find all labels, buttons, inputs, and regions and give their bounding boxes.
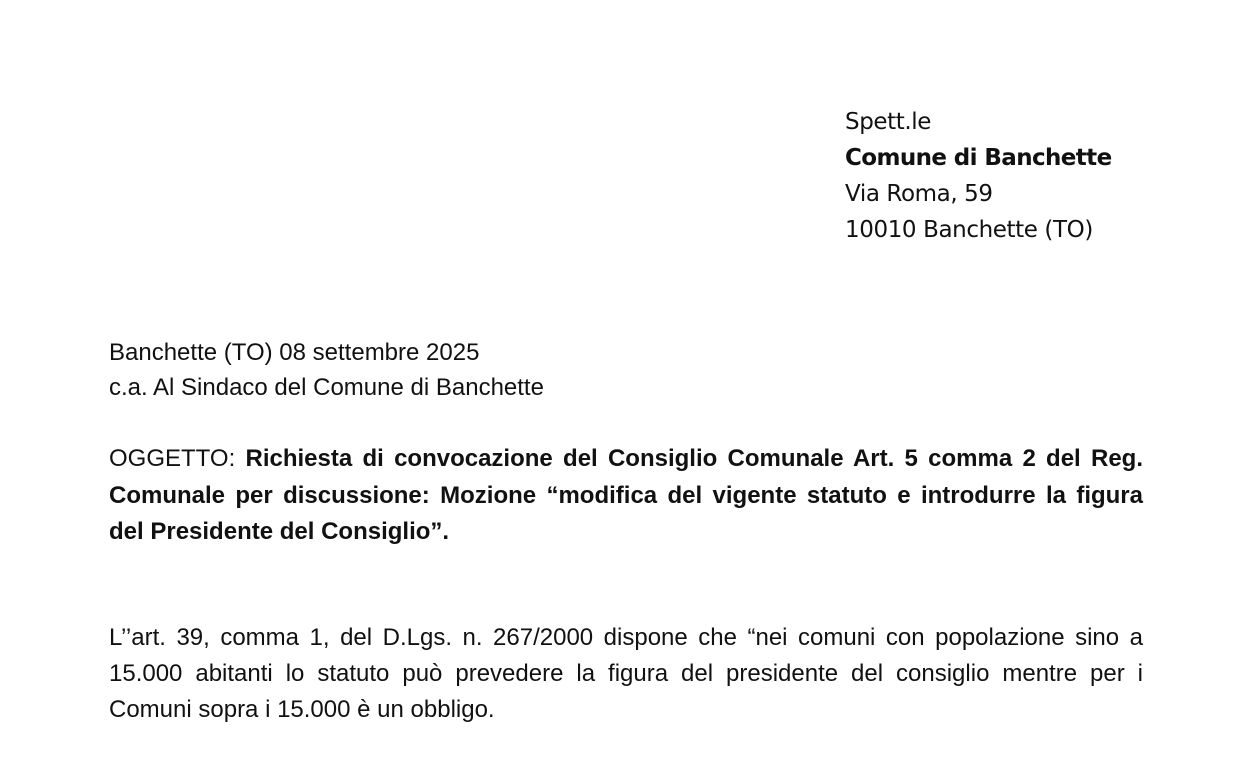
letter-header [109,335,1143,405]
subject-paragraph [109,441,1143,551]
place-date: Banchette (TO) 08 settembre 2025 [109,339,480,366]
recipient-salutation: Spett.le [845,109,932,135]
recipient-name: Comune di Banchette [845,145,1112,171]
body-paragraph: L’’art. 39, comma 1, del D.Lgs. n. 267/2000 dispone che “nei comuni con popolazione sino a 15.000 abitanti lo statuto può prevedere la figura del presidente del consiglio mentre per i Comuni sopra i 15.000 è un obbligo. [109,624,1143,723]
subject-label: OGGETTO: [109,445,246,472]
recipient-city: 10010 Banchette (TO) [845,217,1093,243]
recipient-street: Via Roma, 59 [845,181,993,207]
attention-line: c.a. Al Sindaco del Comune di Banchette [109,374,544,401]
subject-text: Richiesta di convocazione del Consiglio Comunale Art. 5 comma 2 del Reg. Comunale per discussione: Mozione “modifica del vigente statuto e introdurre la figura del Presidente del Consiglio”. [109,445,1143,545]
recipient-address-block [845,104,1112,248]
